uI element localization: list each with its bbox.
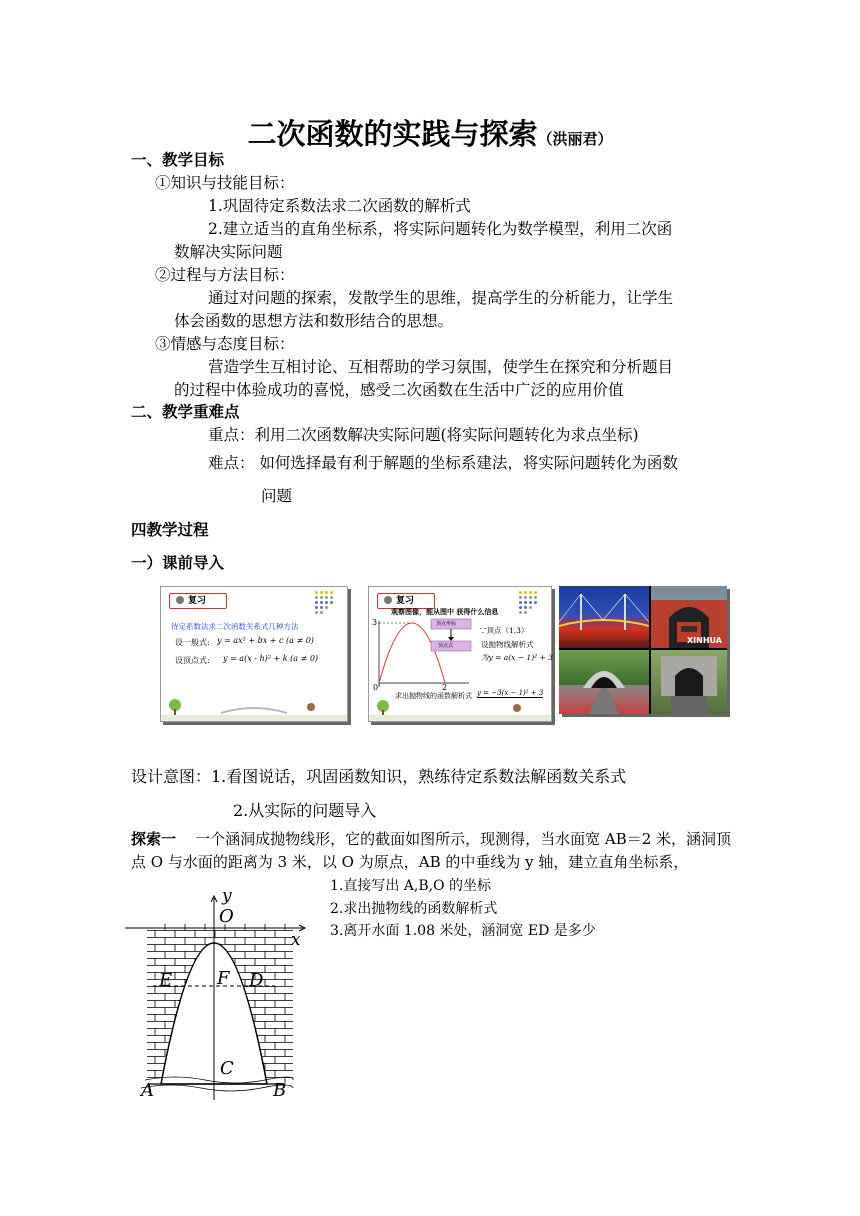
goal-emotion-line1a: 营造学生互相讨论、互相帮助的学习氛围，使学生在探究和分析题目	[208, 358, 674, 376]
slide2-ask: 求出抛物线的函数解析式	[395, 692, 472, 700]
section-heading-key-points: 二、教学重难点	[131, 402, 240, 421]
slide-footer-decoration	[161, 697, 347, 721]
slide1-label1: 设一般式:	[175, 638, 210, 647]
section-heading-process: 四教学过程	[131, 520, 209, 539]
slide1-label2: 设顶点式:	[175, 656, 210, 665]
slide2-assume: 设抛物线解析式	[481, 640, 534, 649]
bullet-icon	[176, 596, 184, 604]
question-1: 1.直接写出 A,B,O 的坐标	[330, 878, 492, 894]
label-E: E	[159, 970, 173, 991]
goal-knowledge-line2a: 2.建立适当的直角坐标系，将实际问题转化为数学模型，利用二次函	[208, 220, 673, 238]
photo-collage	[559, 586, 727, 714]
goal-emotion-heading: ③情感与态度目标：	[155, 335, 295, 353]
design-intent-line1: 设计意图：1.看图说话，巩固函数知识，熟练待定系数法解函数关系式	[131, 767, 627, 786]
slide2-heading: 观察图像，能从图中 获得什么信息	[391, 607, 499, 616]
slide2-box1: 顶点坐标	[436, 621, 457, 627]
label-x: x	[291, 930, 301, 950]
label-C: C	[220, 1058, 234, 1079]
slide-review-methods	[160, 586, 348, 722]
page-title: 二次函数的实践与探索（洪丽君）	[247, 117, 613, 151]
stone-tunnel-photo	[651, 650, 727, 714]
goal-process-line1b: 体会函数的思想方法和数形结合的思想。	[174, 312, 454, 330]
explore-text1: 探索一 一个涵洞成抛物线形，它的截面如图所示，现测得，当水面宽 AB＝2 米，涵洞顶	[131, 830, 732, 848]
slide-footer-decoration	[369, 699, 551, 721]
train-tunnel-photo	[651, 586, 727, 648]
slide2-box2: 顶点式	[438, 643, 454, 649]
difficult-point-a: 难点： 如何选择最有利于解题的坐标系建法，将实际问题转化为函数	[208, 454, 678, 472]
goal-knowledge-line2b: 数解决实际问题	[174, 243, 283, 261]
label-B: B	[273, 1080, 287, 1101]
goal-process-heading: ②过程与方法目标：	[155, 266, 295, 284]
label-A: A	[141, 1080, 154, 1101]
author: （洪丽君）	[537, 130, 613, 148]
goal-knowledge-heading: ①知识与技能目标：	[155, 174, 295, 192]
design-intent-line2: 2.从实际的问题导入	[233, 801, 377, 820]
dots-decoration-icon	[315, 591, 337, 621]
question-3: 3.离开水面 1.08 米处，涵洞宽 ED 是多少	[330, 923, 596, 939]
bullet-icon	[384, 596, 392, 604]
bridge-photo	[559, 586, 649, 648]
slide1-formula2: y = a(x - h)² + k (a ≠ 0)	[223, 654, 319, 663]
slide1-formula1: y = ax² + bx + c (a ≠ 0)	[217, 636, 314, 645]
parabola-graph	[369, 615, 489, 691]
explore-text2: 点 O 与水面的距离为 3 米，以 O 为原点，AB 的中垂线为 y 轴，建立直角坐标系，	[131, 853, 689, 871]
culvert-figure	[125, 888, 315, 1104]
slide-tag: 复习	[377, 593, 435, 609]
goal-knowledge-line1: 1.巩固待定系数法求二次函数的解析式	[208, 197, 471, 215]
photo-watermark: XINHUA	[687, 636, 722, 645]
question-2: 2.求出抛物线的函数解析式	[330, 901, 498, 917]
label-D: D	[249, 970, 264, 991]
key-point: 重点：利用二次函数解决实际问题(将实际问题转化为求点坐标)	[208, 426, 639, 444]
dots-decoration-icon	[519, 591, 541, 621]
slide2-vertex: ∵顶点（1,3）	[479, 626, 529, 635]
slide1-heading: 待定系数法求二次函数关系式几种方法	[171, 622, 299, 631]
label-F: F	[217, 968, 230, 989]
slide-observe-graph	[368, 586, 552, 722]
goal-process-line1a: 通过对问题的探索，发散学生的思维，提高学生的分析能力，让学生	[208, 289, 674, 307]
section-heading-goals: 一、教学目标	[131, 150, 225, 169]
subsection-intro: 一）课前导入	[131, 553, 225, 572]
slide2-formula1: 为y = a(x − 1)² + 3	[481, 653, 553, 662]
slide2-y-tick: 3	[372, 618, 378, 627]
slide-tag: 复习	[169, 593, 227, 609]
road-tunnel-photo	[559, 650, 649, 714]
goal-emotion-line1b: 的过程中体验成功的喜悦，感受二次函数在生活中广泛的应用价值	[174, 381, 624, 399]
slide2-x-tick2: 2	[442, 683, 448, 692]
slide2-x-tick0: 0	[373, 683, 379, 692]
label-y: y	[222, 886, 232, 906]
slide2-answer: y = −3(x − 1)² + 3	[477, 689, 544, 697]
explore-label: 探索一	[131, 830, 177, 848]
difficult-point-b: 问题	[261, 487, 293, 505]
label-O: O	[219, 906, 234, 927]
